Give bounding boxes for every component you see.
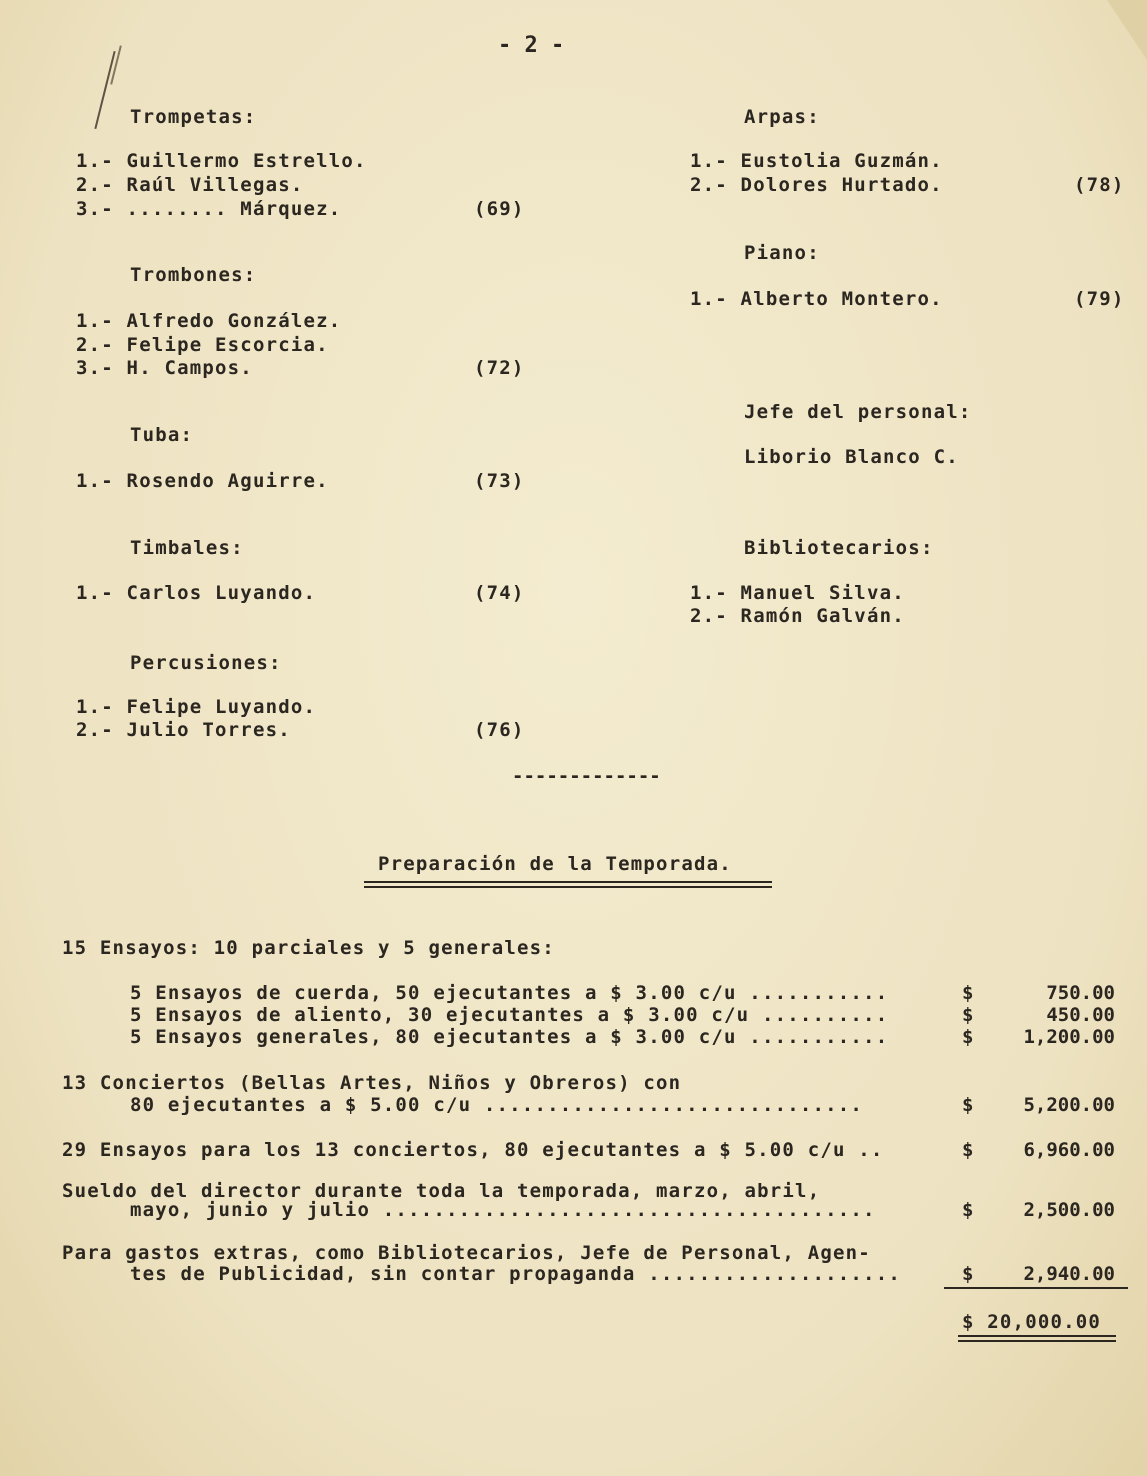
heading-trombones: Trombones: [130,264,257,286]
ledger-line: tes de Publicidad, sin contar propaganda .................... [130,1263,901,1285]
heading-jefe-personal: Jefe del personal: [744,401,972,423]
ref-number: (72) [474,357,525,379]
folded-corner [1107,0,1147,60]
list-item: 1.- Guillermo Estrello. [76,150,367,172]
ledger-amount: 2,500.00 [1023,1199,1115,1221]
list-item: 1.- Felipe Luyando. [76,696,317,718]
list-item: 1.- Manuel Silva. [690,582,905,604]
currency-sign: $ [962,1026,974,1048]
heading-percusiones: Percusiones: [130,652,282,674]
ledger-line: 13 Conciertos (Bellas Artes, Niños y Obreros) con [62,1072,682,1094]
list-item: 1.- Rosendo Aguirre. [76,470,329,492]
ledger-amount: 750.00 [1046,982,1115,1004]
ledger-line: 5 Ensayos de cuerda, 50 ejecutantes a $ 3.00 c/u ........... [130,982,889,1004]
ref-number: (73) [474,470,525,492]
list-item: 2.- Ramón Galván. [690,605,905,627]
total-amount: $ 20,000.00 [962,1311,1102,1333]
section-title: Preparación de la Temporada. [378,853,732,875]
list-item: 1.- Eustolia Guzmán. [690,150,943,172]
title-underline [364,881,772,888]
ledger-amount: 2,940.00 [1023,1263,1115,1285]
currency-sign: $ [962,1004,974,1026]
ref-number: (79) [1074,288,1125,310]
list-item: 3.- ........ Márquez. [76,198,342,220]
list-item: 1.- Carlos Luyando. [76,582,317,604]
ref-number: (76) [474,719,525,741]
currency-sign: $ [962,1139,974,1161]
ledger-line: mayo, junio y julio ....................................... [130,1199,876,1221]
pencil-mark [94,51,115,129]
ledger-line: Sueldo del director durante toda la temporada, marzo, abril, [62,1180,821,1202]
list-item: 2.- Felipe Escorcia. [76,334,329,356]
heading-bibliotecarios: Bibliotecarios: [744,537,934,559]
total-underline [958,1340,1116,1342]
ledger-amount: 1,200.00 [1023,1026,1115,1048]
heading-arpas: Arpas: [744,106,820,128]
list-item: 2.- Julio Torres. [76,719,291,741]
ledger-line: Para gastos extras, como Bibliotecarios, Jefe de Personal, Agen- [62,1242,871,1264]
currency-sign: $ [962,1094,974,1116]
jefe-name: Liborio Blanco C. [744,446,959,468]
currency-sign: $ [962,1263,974,1285]
heading-tuba: Tuba: [130,424,194,446]
heading-trompetas: Trompetas: [130,106,257,128]
list-item: 1.- Alberto Montero. [690,288,943,310]
ledger-line: 5 Ensayos de aliento, 30 ejecutantes a $ 3.00 c/u .......... [130,1004,889,1026]
ledger-amount: 450.00 [1046,1004,1115,1026]
list-item: 2.- Dolores Hurtado. [690,174,943,196]
heading-timbales: Timbales: [130,537,244,559]
ensayos-heading: 15 Ensayos: 10 parciales y 5 generales: [62,937,555,959]
separator: ------------- [512,765,661,787]
ledger-amount: 6,960.00 [1023,1139,1115,1161]
ref-number: (69) [474,198,525,220]
list-item: 3.- H. Campos. [76,357,253,379]
sum-rule [944,1287,1128,1289]
ledger-amount: 5,200.00 [1023,1094,1115,1116]
ref-number: (78) [1074,174,1125,196]
ledger-line: 80 ejecutantes a $ 5.00 c/u .............................. [130,1094,864,1116]
total-underline [958,1335,1116,1337]
currency-sign: $ [962,982,974,1004]
heading-piano: Piano: [744,242,820,264]
currency-sign: $ [962,1199,974,1221]
ledger-line: 5 Ensayos generales, 80 ejecutantes a $ 3.00 c/u ........... [130,1026,889,1048]
ref-number: (74) [474,582,525,604]
page-number: - 2 - [498,33,565,58]
list-item: 1.- Alfredo González. [76,310,342,332]
ledger-line: 29 Ensayos para los 13 conciertos, 80 ejecutantes a $ 5.00 c/u .. [62,1139,884,1161]
list-item: 2.- Raúl Villegas. [76,174,304,196]
